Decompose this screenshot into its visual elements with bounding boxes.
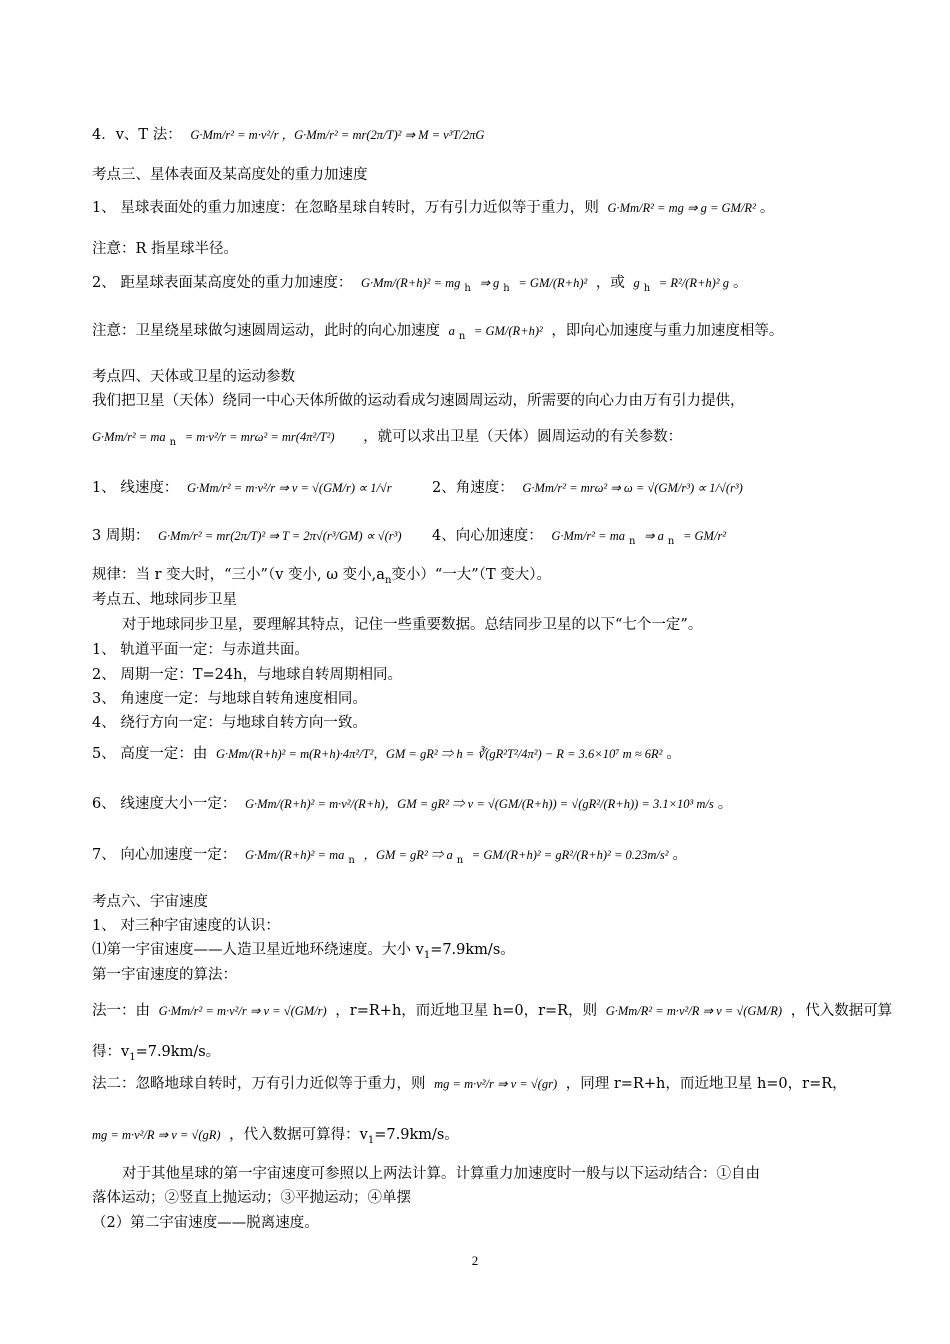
subscript: 1	[129, 1051, 136, 1063]
section-heading-5	[92, 591, 860, 609]
text: 1、 轨道平面一定：与赤道共面。	[92, 642, 309, 658]
formula: = R²/(R+h)² g	[658, 276, 729, 290]
formula: ⇒ g	[479, 276, 500, 290]
para-method-1	[92, 1002, 893, 1020]
formula: G·Mm/(R+h)² = ma	[244, 848, 345, 862]
formula: a	[448, 324, 455, 338]
para-other-planets-cont	[92, 1189, 860, 1207]
text: 对于其他星球的第一宇宙速度可参照以上两法计算。计算重力加速度时一般与以下运动结合：①自由	[122, 1166, 760, 1182]
subscript: n	[384, 574, 392, 586]
text: 规律：当 r 变大时，“三小”（v 变小, ω 变小,a	[92, 567, 385, 583]
subscript: h	[643, 282, 651, 294]
text: 6、 线速度大小一定：	[92, 796, 237, 812]
note-centripetal	[92, 322, 860, 346]
formula: mg = m·v²/R ⇒ v = √(gR)	[92, 1128, 221, 1142]
para-method-1-result	[92, 1043, 860, 1067]
para-first-cosmic	[92, 941, 860, 965]
para-method-title	[92, 966, 860, 984]
text: 7、 向心加速度一定：	[92, 847, 237, 863]
list-item-6	[92, 795, 860, 813]
heading-text: 考点三、星体表面及某高度处的重力加速度	[92, 167, 368, 183]
text: =7.9km/s。	[135, 1044, 221, 1060]
text: 1、 线速度：	[92, 480, 179, 496]
param-row-1b	[432, 479, 860, 497]
text: 变小）“一大”（T 变大）。	[391, 567, 551, 583]
heading-text: 考点四、天体或卫星的运动参数	[92, 369, 295, 385]
text: 1、 星球表面处的重力加速度：在忽略星球自转时，万有引力近似等于重力，则	[92, 200, 599, 216]
formula: = GM/r²	[682, 529, 727, 543]
formula: G·Mm/r² = m·v²/r ⇒ v = √(GM/r)	[158, 1004, 327, 1018]
text: 2、角速度：	[432, 480, 514, 496]
section-heading-4	[92, 368, 860, 386]
formula: g	[633, 276, 640, 290]
para-sync-intro	[122, 616, 860, 634]
period: 。	[672, 847, 687, 863]
period: 。	[759, 200, 775, 216]
subscript: n	[458, 330, 466, 342]
text: 我们把卫星（天体）绕同一中心天体所做的运动看成匀速圆周运动，所需要的向心力由万有引力提供，	[92, 393, 745, 409]
para-force-eq	[92, 428, 860, 452]
formula: mg = m·v²/r ⇒ v = √(gr)	[434, 1077, 558, 1091]
section-heading-3	[92, 166, 860, 184]
text: =7.9km/s。	[374, 1127, 459, 1143]
formula: = GM/(R+h)²	[518, 276, 588, 290]
formula: G·Mm/R² = m·v²/R ⇒ v = √(GM/R)	[605, 1004, 783, 1018]
formula: = GM/(R+h)²	[473, 324, 543, 338]
text: 4、向心加速度：	[432, 528, 543, 544]
text: 3 周期：	[92, 528, 150, 544]
list-item-5	[92, 745, 860, 763]
period: 。	[717, 796, 733, 812]
subscript: n	[456, 854, 464, 866]
text: 第一宇宙速度的算法：	[92, 967, 237, 983]
formula: = m·v²/r = mrω² = mr(4π²/T²)	[184, 430, 335, 444]
list-item-3	[92, 690, 860, 708]
formula: G·Mm/R² = mg ⇒ g = GM/R²	[607, 201, 756, 215]
note-radius	[92, 240, 860, 258]
para-motion-params	[92, 392, 860, 410]
text: ，代入数据可算	[790, 1003, 893, 1019]
period: 。	[666, 746, 681, 762]
formula: G·Mm/(R+h)² = m(R+h)·4π²/T²，GM = gR² ⇒ h = ∛(gR²T²/4π²) − R = 3.6×10⁷ m ≈ 6R²	[215, 747, 663, 761]
text: =7.9km/s。	[430, 942, 515, 958]
para-vt-method	[92, 126, 860, 144]
text: 注意：卫星绕星球做匀速圆周运动，此时的向心加速度	[92, 323, 440, 339]
formula: ⇒ a	[644, 529, 664, 543]
text: ，就可以求出卫星（天体）圆周运动的有关参数：	[363, 429, 683, 445]
subscript: n	[667, 535, 675, 547]
text: ，同理 r=R+h，而近地卫星 h=0，r=R，	[565, 1076, 847, 1092]
heading-text: 考点五、地球同步卫星	[92, 592, 237, 608]
para-second-cosmic	[92, 1214, 860, 1232]
para-cosmic-1	[92, 917, 860, 935]
section-heading-6	[92, 893, 860, 911]
text: 2、 距星球表面某高度处的重力加速度：	[92, 275, 353, 291]
text: 落体运动；②竖直上抛运动；③平抛运动；④单摆	[92, 1190, 411, 1206]
page-number: 2	[471, 1253, 479, 1268]
text: ，代入数据可算得：v	[229, 1127, 368, 1143]
formula: G·Mm/r² = m·v²/r ⇒ v = √(GM/r) ∝ 1/√r	[186, 481, 392, 495]
formula: G·Mm/r² = ma	[92, 430, 166, 444]
list-item-4	[92, 714, 860, 732]
text: 5、 高度一定：由	[92, 746, 208, 762]
text: ，即向心加速度与重力加速度相等。	[551, 323, 784, 339]
formula: G·Mm/r² = mr(2π/T)² ⇒ T = 2π√(r³/GM) ∝ √(r³)	[157, 529, 402, 543]
text: 得：v	[92, 1044, 130, 1060]
text: 4、 绕行方向一定：与地球自转方向一致。	[92, 715, 367, 731]
subscript: n	[628, 535, 636, 547]
formula: ，GM = gR² ⇒ a	[363, 848, 453, 862]
list-item-7	[92, 846, 860, 870]
text: ，r=R+h，而近地卫星 h=0，r=R，则	[335, 1003, 598, 1019]
heading-text: 考点六、宇宙速度	[92, 894, 208, 910]
formula: G·Mm/(R+h)² = mg	[360, 276, 461, 290]
text: ⑴第一宇宙速度——人造卫星近地环绕速度。大小 v	[92, 942, 424, 958]
formula: = GM/(R+h)² = gR²/(R+h)² = 0.23m/s²	[471, 848, 669, 862]
text: 注意：R 指星球半径。	[92, 241, 239, 257]
subscript: n	[348, 854, 355, 866]
text: 法一：由	[92, 1003, 150, 1019]
text: 4．v、T 法：	[92, 127, 182, 143]
para-height-gravity	[92, 274, 860, 298]
para-other-planets	[122, 1165, 860, 1183]
formula: G·Mm/r² = m·v²/r ，G·Mm/r² = mr(2π/T)² ⇒ M = v³T/2πG	[190, 128, 485, 142]
para-method-2-result	[92, 1126, 860, 1150]
text: 对于地球同步卫星，要理解其特点，记住一些重要数据。总结同步卫星的以下“七个一定”。	[122, 617, 703, 633]
text: （2）第二宇宙速度——脱离速度。	[92, 1215, 319, 1231]
param-row-2b	[432, 527, 860, 551]
subscript: 1	[423, 949, 431, 961]
text: 3、 角速度一定：与地球自转角速度相同。	[92, 691, 367, 707]
subscript: 1	[367, 1134, 375, 1146]
subscript: h	[503, 282, 510, 294]
text: 1、 对三种宇宙速度的认识：	[92, 918, 280, 934]
list-item-1	[92, 641, 860, 659]
para-surface-gravity	[92, 199, 860, 217]
formula: G·Mm/r² = ma	[551, 529, 625, 543]
text: ，或	[595, 275, 625, 291]
rule-summary	[92, 566, 860, 590]
list-item-2	[92, 666, 860, 684]
period: 。	[732, 275, 748, 291]
subscript: n	[169, 436, 177, 448]
text: 法二：忽略地球自转时，万有引力近似等于重力，则	[92, 1076, 426, 1092]
para-method-2	[92, 1075, 860, 1093]
formula: G·Mm/r² = mrω² ⇒ ω = √(GM/r³) ∝ 1/√(r³)	[522, 481, 743, 495]
subscript: h	[464, 282, 471, 294]
text: 2、 周期一定：T=24h，与地球自转周期相同。	[92, 667, 402, 683]
formula: G·Mm/(R+h)² = m·v²/(R+h)，GM = gR² ⇒ v = √(GM/(R+h)) = √(gR²/(R+h)) = 3.1×10³ m/s	[244, 797, 714, 811]
